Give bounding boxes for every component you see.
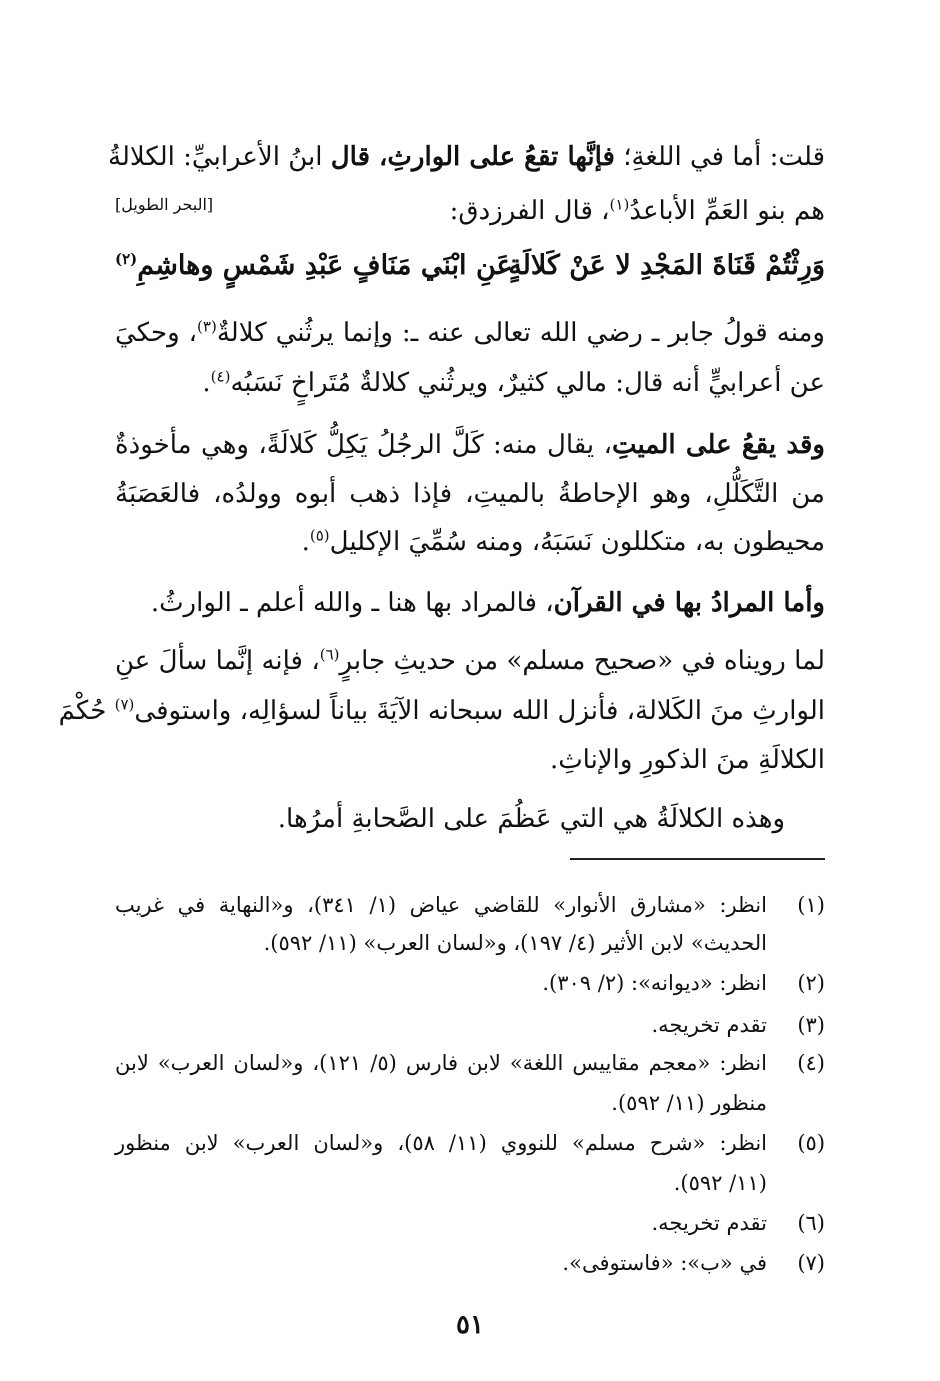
page-number: ٥١ [456, 1310, 484, 1340]
text-run: ابنُ الأعرابيِّ: الكلالةُ [108, 142, 331, 172]
footnote-ref[interactable]: (٧) [114, 695, 135, 714]
footnote-separator [570, 858, 825, 860]
footnote-text: انظر: «مشارق الأنوار» للقاضي عياض (١/ ٣٤١)، و«النهاية في غريب [115, 893, 767, 917]
body-line-2 [265, 194, 825, 230]
footnote-4-line-2: منظور (١١/ ٥٩٢). [611, 1091, 767, 1115]
bold-phrase: وأما المرادُ بها في القرآن [553, 588, 825, 618]
text-run: ، وحكيَ [115, 318, 198, 348]
footnote-ref[interactable]: (٢) [115, 250, 138, 268]
text-run: ومنه قولُ جابر ـ رضي الله تعالى عنه ـ: وإنما يرثُني كلالةٌ [216, 318, 825, 348]
text-run: ، فالمراد بها هنا ـ والله أعلم ـ الوارثُ. [150, 588, 554, 618]
text-run: الوارثِ منَ الكَلالة، فأنزل الله سبحانه الآيَةَ بياناً لسؤالِه، واستوفى [134, 696, 825, 726]
text-run: عَنِ ابْنَي مَنَافٍ عَبْدِ شَمْسٍ وهاشِمِ [137, 250, 513, 281]
body-line-11: الكلالَةِ منَ الذكورِ والإناثِ. [549, 745, 825, 775]
text-run: . [301, 527, 310, 557]
text-run: . [202, 368, 211, 398]
verse-first-hemistich: وَرِثْتُمْ قَنَاةَ المَجْدِ لا عَنْ كَلالَةٍ [508, 250, 825, 281]
text-run: عن أعرابيٍّ أنه قال: مالي كثيرٌ، ويرثُني كلالةٌ مُتَراخٍ نَسَبُه [230, 368, 825, 398]
footnote-text: في «ب»: «فاستوفى». [562, 1251, 767, 1275]
text-run: لما رويناه في «صحيح مسلم» من حديثِ جابرٍ [339, 646, 825, 676]
footnote-text: انظر: «معجم مقاييس اللغة» لابن فارس (٥/ ١٢١)، و«لسان العرب» لابن [115, 1051, 767, 1075]
body-line-1 [108, 140, 825, 176]
footnote-text: تقدم تخريجه. [651, 1013, 767, 1037]
footnote-text: تقدم تخريجه. [651, 1211, 767, 1235]
footnote-number: (٧) [797, 1251, 825, 1275]
footnote-ref[interactable]: (١) [609, 195, 630, 214]
bold-phrase: وقد يقعُ على الميتِ [612, 430, 825, 460]
text-run: حُكْمَ [58, 696, 115, 726]
footnote-3 [115, 1010, 825, 1040]
text-run: ، يقال منه: كَلَّ الرجُلُ يَكِلُّ كَلالَةً، وهي مأخوذةٌ [115, 430, 613, 460]
footnote-number: (١) [797, 893, 825, 917]
body-line-7 [115, 525, 825, 561]
footnote-number: (٥) [797, 1131, 826, 1155]
text-run: ، فإنه إنَّما سألَ عنِ [115, 646, 320, 676]
footnote-number: (٣) [797, 1013, 825, 1037]
text-run: هم بنو العَمِّ الأباعدُ [629, 196, 825, 226]
poetic-meter-label: [البحر الطويل] [115, 195, 214, 214]
body-line-9 [115, 644, 825, 680]
footnote-6 [115, 1208, 825, 1238]
body-line-10 [58, 694, 825, 730]
footnote-ref[interactable]: (٦) [319, 645, 340, 664]
text-run: محيطون به، متكللون نَسَبَهُ، ومنه سُمِّيَ الإكليل [329, 527, 825, 557]
footnote-ref[interactable]: (٣) [197, 317, 217, 336]
footnote-ref[interactable]: (٥) [309, 526, 330, 545]
footnote-number: (٢) [797, 971, 825, 995]
body-line-6: من التَّكَلُّلِ، وهو الإحاطةُ بالميتِ، فإذا ذهب أبوه وولدُه، فالعَصَبَةُ [115, 479, 825, 509]
body-line-5 [115, 428, 825, 464]
footnote-ref[interactable]: (٤) [210, 367, 231, 386]
body-line-4 [115, 366, 825, 402]
footnote-4-line-1 [115, 1048, 825, 1078]
footnote-text: انظر: «ديوانه»: (٢/ ٣٠٩). [542, 971, 767, 995]
footnote-5-line-2: (١١/ ٥٩٢). [673, 1171, 767, 1195]
body-line-8 [115, 586, 825, 622]
body-line-12: وهذه الكلالَةُ هي التي عَظُمَ على الصَّحابةِ أمرُها. [277, 804, 785, 834]
footnote-1-line-1 [115, 890, 825, 920]
bold-phrase: فإنَّها تقعُ على الوارثِ، قال [330, 142, 615, 172]
body-line-3 [115, 316, 825, 352]
text-run: قلت: أما في اللغةِ؛ [614, 142, 825, 172]
footnote-text: انظر: «شرح مسلم» للنووي (١١/ ٥٨)، و«لسان العرب» لابن منظور [115, 1131, 768, 1155]
footnote-1-line-2: الحديث» لابن الأثير (٤/ ١٩٧)، و«لسان العرب» (١١/ ٥٩٢). [263, 931, 767, 955]
verse-second-hemistich [115, 248, 513, 284]
text-run: ، قال الفرزدق: [449, 196, 610, 226]
footnote-number: (٦) [797, 1211, 825, 1235]
footnote-number: (٤) [797, 1051, 825, 1075]
footnote-5-line-1 [115, 1128, 825, 1158]
footnote-7 [115, 1248, 825, 1278]
footnote-2 [115, 968, 825, 998]
